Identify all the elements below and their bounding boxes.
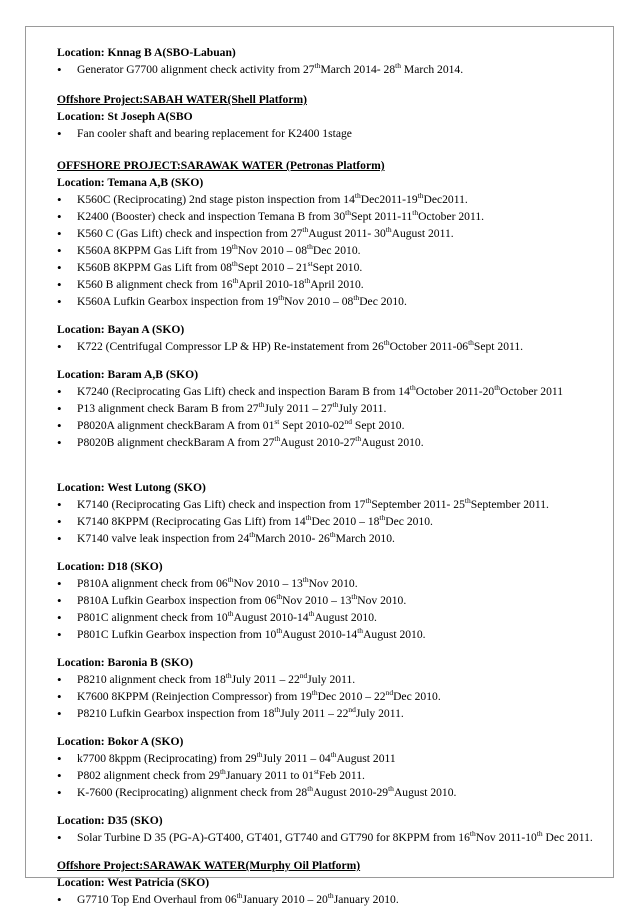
ordinal-superscript: th [355,434,362,443]
activity-item: • K-7600 (Reciprocating) alignment check from 28thAugust 2010-29thAugust 2010. [57,784,602,801]
ordinal-superscript: th [305,513,312,522]
ordinal-superscript: th [227,609,234,618]
location-heading: Location: West Lutong (SKO) [57,481,206,494]
ordinal-superscript: th [256,750,263,759]
ordinal-superscript: th [468,338,474,347]
activity-item: • K7600 8KPPM (Reinjection Compressor) from 19thDec 2010 – 22ndDec 2010. [57,688,602,705]
ordinal-superscript: th [249,530,256,539]
ordinal-superscript: th [314,61,321,70]
activity-item: • P801C Lufkin Gearbox inspection from 10thAugust 2010-14thAugust 2010. [57,626,602,643]
ordinal-superscript: nd [299,671,308,680]
section [57,654,602,722]
ordinal-superscript: th [327,891,334,900]
activity-item: • P13 alignment check Baram B from 27thJuly 2011 – 27thJuly 2011. [57,400,602,417]
ordinal-superscript: th [345,208,351,217]
location-heading: Location: Bayan A (SKO) [57,323,185,336]
activity-item: • K2400 (Booster) check and inspection Temana B from 30thSept 2011-11thOctober 2011. [57,208,602,225]
section [57,44,602,78]
activity-item: • Solar Turbine D 35 (PG-A)-GT400, GT401, GT740 and GT790 for 8KPPM from 16thNov 2011-10th Dec 2011. [57,829,602,846]
section [57,157,602,310]
activity-item: • k7700 8kppm (Reciprocating) from 29thJuly 2011 – 04thAugust 2011 [57,750,602,767]
activity-item: • K560 B alignment check from 16thApril 2010-18thApril 2010. [57,276,602,293]
activity-list [57,338,602,355]
ordinal-superscript: th [278,293,285,302]
activity-item: • Fan cooler shaft and bearing replacement for K2400 1stage [57,125,602,142]
ordinal-superscript: th [231,242,238,251]
section [57,857,602,908]
ordinal-superscript: th [464,496,471,505]
activity-item: • G7710 Top End Overhaul from 06thJanuary 2010 – 20thJanuary 2010. [57,891,602,908]
ordinal-superscript: th [307,242,313,251]
location-heading: Location: D35 (SKO) [57,814,163,827]
ordinal-superscript: th [232,276,239,285]
section [57,91,602,142]
location-heading: Location: St Joseph A(SBO [57,110,193,123]
activity-item: • P810A alignment check from 06thNov 2010 – 13thNov 2010. [57,575,602,592]
activity-item: • Generator G7700 alignment check activity from 27thMarch 2014- 28th March 2014. [57,61,602,78]
ordinal-superscript: th [412,208,419,217]
ordinal-superscript: nd [344,417,352,426]
activity-item: • K7140 valve leak inspection from 24thMarch 2010- 26thMarch 2010. [57,530,602,547]
ordinal-superscript: th [311,688,318,697]
project-heading: Offshore Project:SARAWAK WATER(Murphy Oil Platform) [57,859,361,872]
activity-list [57,829,602,846]
ordinal-superscript: th [332,400,339,409]
ordinal-superscript: th [274,705,281,714]
ordinal-superscript: th [395,61,401,70]
ordinal-superscript: th [536,829,543,838]
ordinal-superscript: th [353,293,360,302]
location-heading: Location: Baram A,B (SKO) [57,368,199,381]
ordinal-superscript: st [313,767,319,776]
ordinal-superscript: th [225,671,232,680]
ordinal-superscript: th [351,592,358,601]
activity-item: • K560A Lufkin Gearbox inspection from 19thNov 2010 – 08thDec 2010. [57,293,602,310]
section [57,558,602,643]
activity-item: • K7140 8KPPM (Reciprocating Gas Lift) from 14thDec 2010 – 18thDec 2010. [57,513,602,530]
activity-list [57,750,602,801]
ordinal-superscript: th [276,626,283,635]
activity-item: • P810A Lufkin Gearbox inspection from 06thNov 2010 – 13thNov 2010. [57,592,602,609]
ordinal-superscript: th [365,496,372,505]
activity-item: • P8020B alignment checkBaram A from 27thAugust 2010-27thAugust 2010. [57,434,602,451]
ordinal-superscript: th [379,513,386,522]
ordinal-superscript: st [307,259,313,268]
ordinal-superscript: th [236,891,243,900]
ordinal-superscript: th [274,434,281,443]
activity-list [57,61,602,78]
ordinal-superscript: th [308,609,315,618]
activity-item: • K560C (Reciprocating) 2nd stage piston inspection from 14thDec2011-19thDec2011. [57,191,602,208]
activity-item: • K7140 (Reciprocating Gas Lift) check and inspection from 17thSeptember 2011- 25thSeptember 2011. [57,496,602,513]
activity-item: • P8210 alignment check from 18thJuly 2011 – 22ndJuly 2011. [57,671,602,688]
activity-list [57,891,602,908]
ordinal-superscript: th [357,626,364,635]
ordinal-superscript: nd [348,705,356,714]
activity-list [57,575,602,643]
ordinal-superscript: th [329,530,336,539]
activity-item: • K722 (Centrifugal Compressor LP & HP) Re-instatement from 26thOctober 2011-06thSept 2011. [57,338,602,355]
ordinal-superscript: th [388,784,394,793]
activity-item: • P802 alignment check from 29thJanuary 2011 to 01stFeb 2011. [57,767,602,784]
ordinal-superscript: th [304,276,311,285]
location-heading: Location: D18 (SKO) [57,560,163,573]
ordinal-superscript: th [219,767,226,776]
activity-item: • P801C alignment check from 10thAugust 2010-14thAugust 2010. [57,609,602,626]
project-heading: OFFSHORE PROJECT:SARAWAK WATER (Petronas Platform) [57,159,385,172]
location-heading: Location: Baronia B (SKO) [57,656,194,669]
location-heading: Location: Bokor A (SKO) [57,735,184,748]
ordinal-superscript: th [276,592,283,601]
ordinal-superscript: th [302,225,309,234]
ordinal-superscript: th [494,383,501,392]
activity-item: • K560 C (Gas Lift) check and inspection from 27thAugust 2011- 30thAugust 2011. [57,225,602,242]
ordinal-superscript: st [274,417,280,426]
project-heading: Offshore Project:SABAH WATER(Shell Platform) [57,93,307,106]
activity-list [57,496,602,547]
ordinal-superscript: th [383,338,390,347]
ordinal-superscript: th [302,575,309,584]
ordinal-superscript: th [385,225,392,234]
section [57,479,602,547]
section [57,812,602,846]
ordinal-superscript: th [307,784,314,793]
ordinal-superscript: th [231,259,238,268]
ordinal-superscript: th [417,191,424,200]
section [57,733,602,801]
location-heading: Location: Knnag B A(SBO-Labuan) [57,46,236,59]
activity-list [57,191,602,310]
activity-item: • K560B 8KPPM Gas Lift from 08thSept 2010 – 21stSept 2010. [57,259,602,276]
ordinal-superscript: th [258,400,265,409]
ordinal-superscript: th [354,191,361,200]
activity-item: • P8210 Lufkin Gearbox inspection from 18thJuly 2011 – 22ndJuly 2011. [57,705,602,722]
activity-list [57,125,602,142]
activity-item: • P8020A alignment checkBaram A from 01st Sept 2010-02nd Sept 2010. [57,417,602,434]
location-heading: Location: West Patricia (SKO) [57,876,210,889]
resume-document [57,44,602,908]
ordinal-superscript: th [227,575,234,584]
activity-item: • K560A 8KPPM Gas Lift from 19thNov 2010 – 08thDec 2010. [57,242,602,259]
ordinal-superscript: th [330,750,337,759]
activity-list [57,671,602,722]
ordinal-superscript: th [469,829,476,838]
location-heading: Location: Temana A,B (SKO) [57,176,204,189]
activity-list [57,383,602,451]
activity-item: • K7240 (Reciprocating Gas Lift) check and inspection Baram B from 14thOctober 2011-20thOctober 2011 [57,383,602,400]
section [57,366,602,451]
ordinal-superscript: nd [385,688,394,697]
ordinal-superscript: th [409,383,416,392]
section [57,321,602,355]
